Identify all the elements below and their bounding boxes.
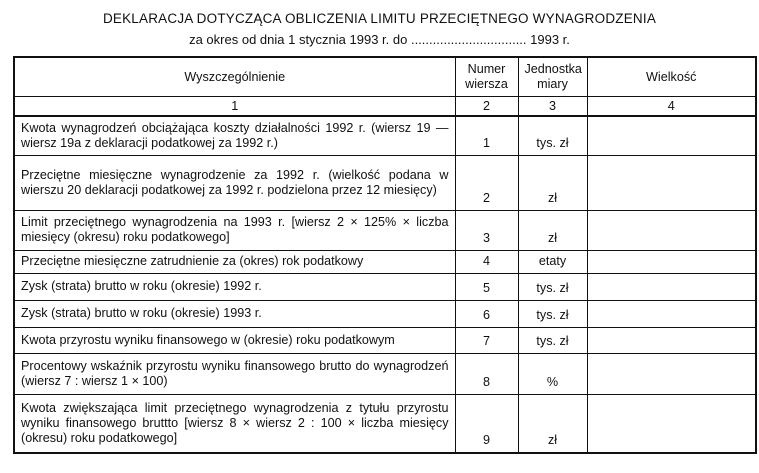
row-value-cell[interactable] (587, 300, 756, 327)
row-unit: zł (518, 155, 587, 210)
column-number: 1 (14, 97, 455, 117)
row-number: 2 (455, 155, 518, 210)
document-subtitle: za okres od dnia 1 stycznia 1993 r. do ................................ 1993 r. (189, 32, 570, 47)
row-number: 9 (455, 394, 518, 453)
row-unit: zł (518, 210, 587, 250)
table-row (14, 116, 756, 155)
column-number-row (14, 97, 756, 117)
row-unit: % (518, 353, 587, 394)
row-unit: etaty (518, 250, 587, 273)
row-description: Procentowy wskaźnik przyrostu wyniku finansowego brutto do wynagrodzeń (wiersz 7 : wiersz 1 × 100) (14, 353, 455, 394)
table-row (14, 327, 756, 353)
row-value-cell[interactable] (587, 353, 756, 394)
row-value-cell[interactable] (587, 116, 756, 155)
column-number: 3 (518, 97, 587, 117)
header-unit: Jednostka miary (518, 57, 587, 97)
table-row (14, 300, 756, 327)
header-row-number: Numer wiersza (455, 57, 518, 97)
row-value-cell[interactable] (587, 250, 756, 273)
document-title: DEKLARACJA DOTYCZĄCA OBLICZENIA LIMITU PRZECIĘTNEGO WYNAGRODZENIA (102, 11, 657, 26)
table-row (14, 210, 756, 250)
row-unit: tys. zł (518, 116, 587, 155)
column-number: 4 (587, 97, 756, 117)
row-value-cell[interactable] (587, 394, 756, 453)
row-unit: tys. zł (518, 327, 587, 353)
row-description: Kwota wynagrodzeń obciążająca koszty działalności 1992 r. (wiersz 19 — wiersz 19a z deklaracji podatkowej za 1992 r.) (14, 116, 455, 155)
table-row (14, 250, 756, 273)
table-header-row (14, 57, 756, 97)
row-number: 1 (455, 116, 518, 155)
row-description: Przeciętne miesięczne wynagrodzenie za 1992 r. (wielkość podana w wierszu 20 deklaracji podatkowej za 1992 r. podzielona przez 12 miesięcy) (14, 155, 455, 210)
row-number: 6 (455, 300, 518, 327)
row-number: 4 (455, 250, 518, 273)
row-value-cell[interactable] (587, 210, 756, 250)
declaration-table (13, 56, 757, 454)
row-number: 7 (455, 327, 518, 353)
row-description: Przeciętne miesięczne zatrudnienie za (okres) rok podatkowy (14, 250, 455, 273)
table-row (14, 273, 756, 300)
row-description: Kwota zwiększająca limit przeciętnego wynagrodzenia z tytułu przyrostu wyniku finansowego bruttto [wiersz 8 × wiersz 2 : 100 × liczba miesięcy (okresu) roku podatkowego] (14, 394, 455, 453)
header-value: Wielkość (587, 57, 756, 97)
row-number: 3 (455, 210, 518, 250)
table-row (14, 353, 756, 394)
row-unit: tys. zł (518, 273, 587, 300)
row-description: Zysk (strata) brutto w roku (okresie) 1992 r. (14, 273, 455, 300)
row-unit: zł (518, 394, 587, 453)
row-value-cell[interactable] (587, 273, 756, 300)
row-value-cell[interactable] (587, 327, 756, 353)
table-row (14, 155, 756, 210)
column-number: 2 (455, 97, 518, 117)
row-number: 8 (455, 353, 518, 394)
table-row (14, 394, 756, 453)
row-description: Limit przeciętnego wynagrodzenia na 1993 r. [wiersz 2 × 125% × liczba miesięcy (okresu) roku podatkowego] (14, 210, 455, 250)
header-description: Wyszczególnienie (14, 57, 455, 97)
row-description: Kwota przyrostu wyniku finansowego w (okresie) roku podatkowym (14, 327, 455, 353)
row-value-cell[interactable] (587, 155, 756, 210)
row-number: 5 (455, 273, 518, 300)
row-description: Zysk (strata) brutto w roku (okresie) 1993 r. (14, 300, 455, 327)
row-unit: tys. zł (518, 300, 587, 327)
